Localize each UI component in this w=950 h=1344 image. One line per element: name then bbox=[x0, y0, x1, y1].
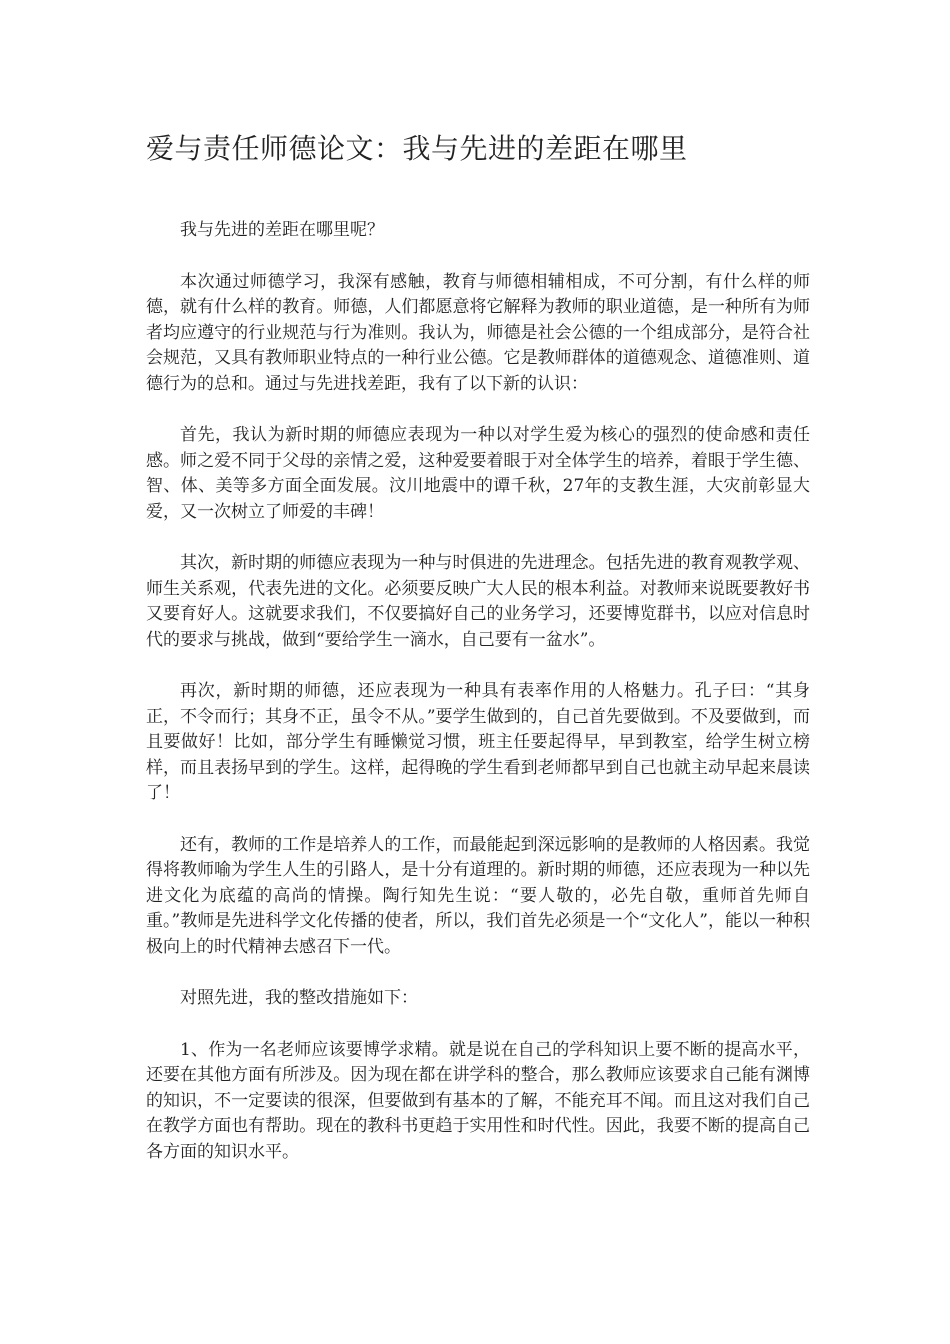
paragraph-fourth-point: 还有，教师的工作是培养人的工作，而最能起到深远影响的是教师的人格因素。我觉得将教师喻为学生人生的引路人，是十分有道理的。新时期的师德，还应表现为一种以先进文化为底蕴的高尚的情操。陶行知先生说：“要人敬的，必先自敬，重师首先师自重。”教师是先进科学文化传播的使者，所以，我们首先必须是一个“文化人”，能以一种积极向上的时代精神去感召下一代。 bbox=[146, 834, 810, 957]
paragraph-question: 我与先进的差距在哪里呢？ bbox=[180, 220, 384, 240]
document-body bbox=[146, 218, 810, 1191]
paragraph-introduction: 本次通过师德学习，我深有感触，教育与师德相辅相成，不可分割，有什么样的师德，就有什么样的教育。师德，人们都愿意将它解释为教师的职业道德，是一种所有为师者均应遵守的行业规范与行为准则。我认为，师德是社会公德的一个组成部分，是符合社会规范，又具有教师职业特点的一种行业公德。它是教师群体的道德观念、道德准则、道德行为的总和。通过与先进找差距，我有了以下新的认识： bbox=[146, 271, 810, 394]
paragraph-measures-intro: 对照先进，我的整改措施如下： bbox=[180, 988, 418, 1008]
paragraph-second-point: 其次，新时期的师德应表现为一种与时俱进的先进理念。包括先进的教育观教学观、师生关系观，代表先进的文化。必须要反映广大人民的根本利益。对教师来说既要教好书又要育好人。这就要求我们，不仅要搞好自己的业务学习，还要博览群书，以应对信息时代的要求与挑战，做到“要给学生一滴水，自己要有一盆水”。 bbox=[146, 553, 810, 650]
document-title: 爱与责任师德论文：我与先进的差距在哪里 bbox=[146, 132, 688, 165]
paragraph-third-point: 再次，新时期的师德，还应表现为一种具有表率作用的人格魅力。孔子曰：“其身正，不令而行；其身不正，虽令不从。”要学生做到的，自己首先要做到。不及要做到，而且要做好！比如，部分学生有睡懒觉习惯，班主任要起得早，早到教室，给学生树立榜样，而且表扬早到的学生。这样，起得晚的学生看到老师都早到自己也就主动早起来晨读了！ bbox=[146, 681, 810, 803]
paragraph-first-point: 首先，我认为新时期的师德应表现为一种以对学生爱为核心的强烈的使命感和责任感。师之爱不同于父母的亲情之爱，这种爱要着眼于对全体学生的培养，着眼于学生德、智、体、美等多方面全面发展。汶川地震中的谭千秋，27年的支教生涯，大灾前彰显大爱，又一次树立了师爱的丰碑！ bbox=[146, 425, 810, 522]
paragraph-measure-1: 1、作为一名老师应该要博学求精。就是说在自己的学科知识上要不断的提高水平，还要在其他方面有所涉及。因为现在都在讲学科的整合，那么教师应该要求自己能有渊博的知识，不一定要读的很深，但要做到有基本的了解，不能充耳不闻。而且这对我们自己在教学方面也有帮助。现在的教科书更趋于实用性和时代性。因此，我要不断的提高自己各方面的知识水平。 bbox=[146, 1039, 810, 1162]
